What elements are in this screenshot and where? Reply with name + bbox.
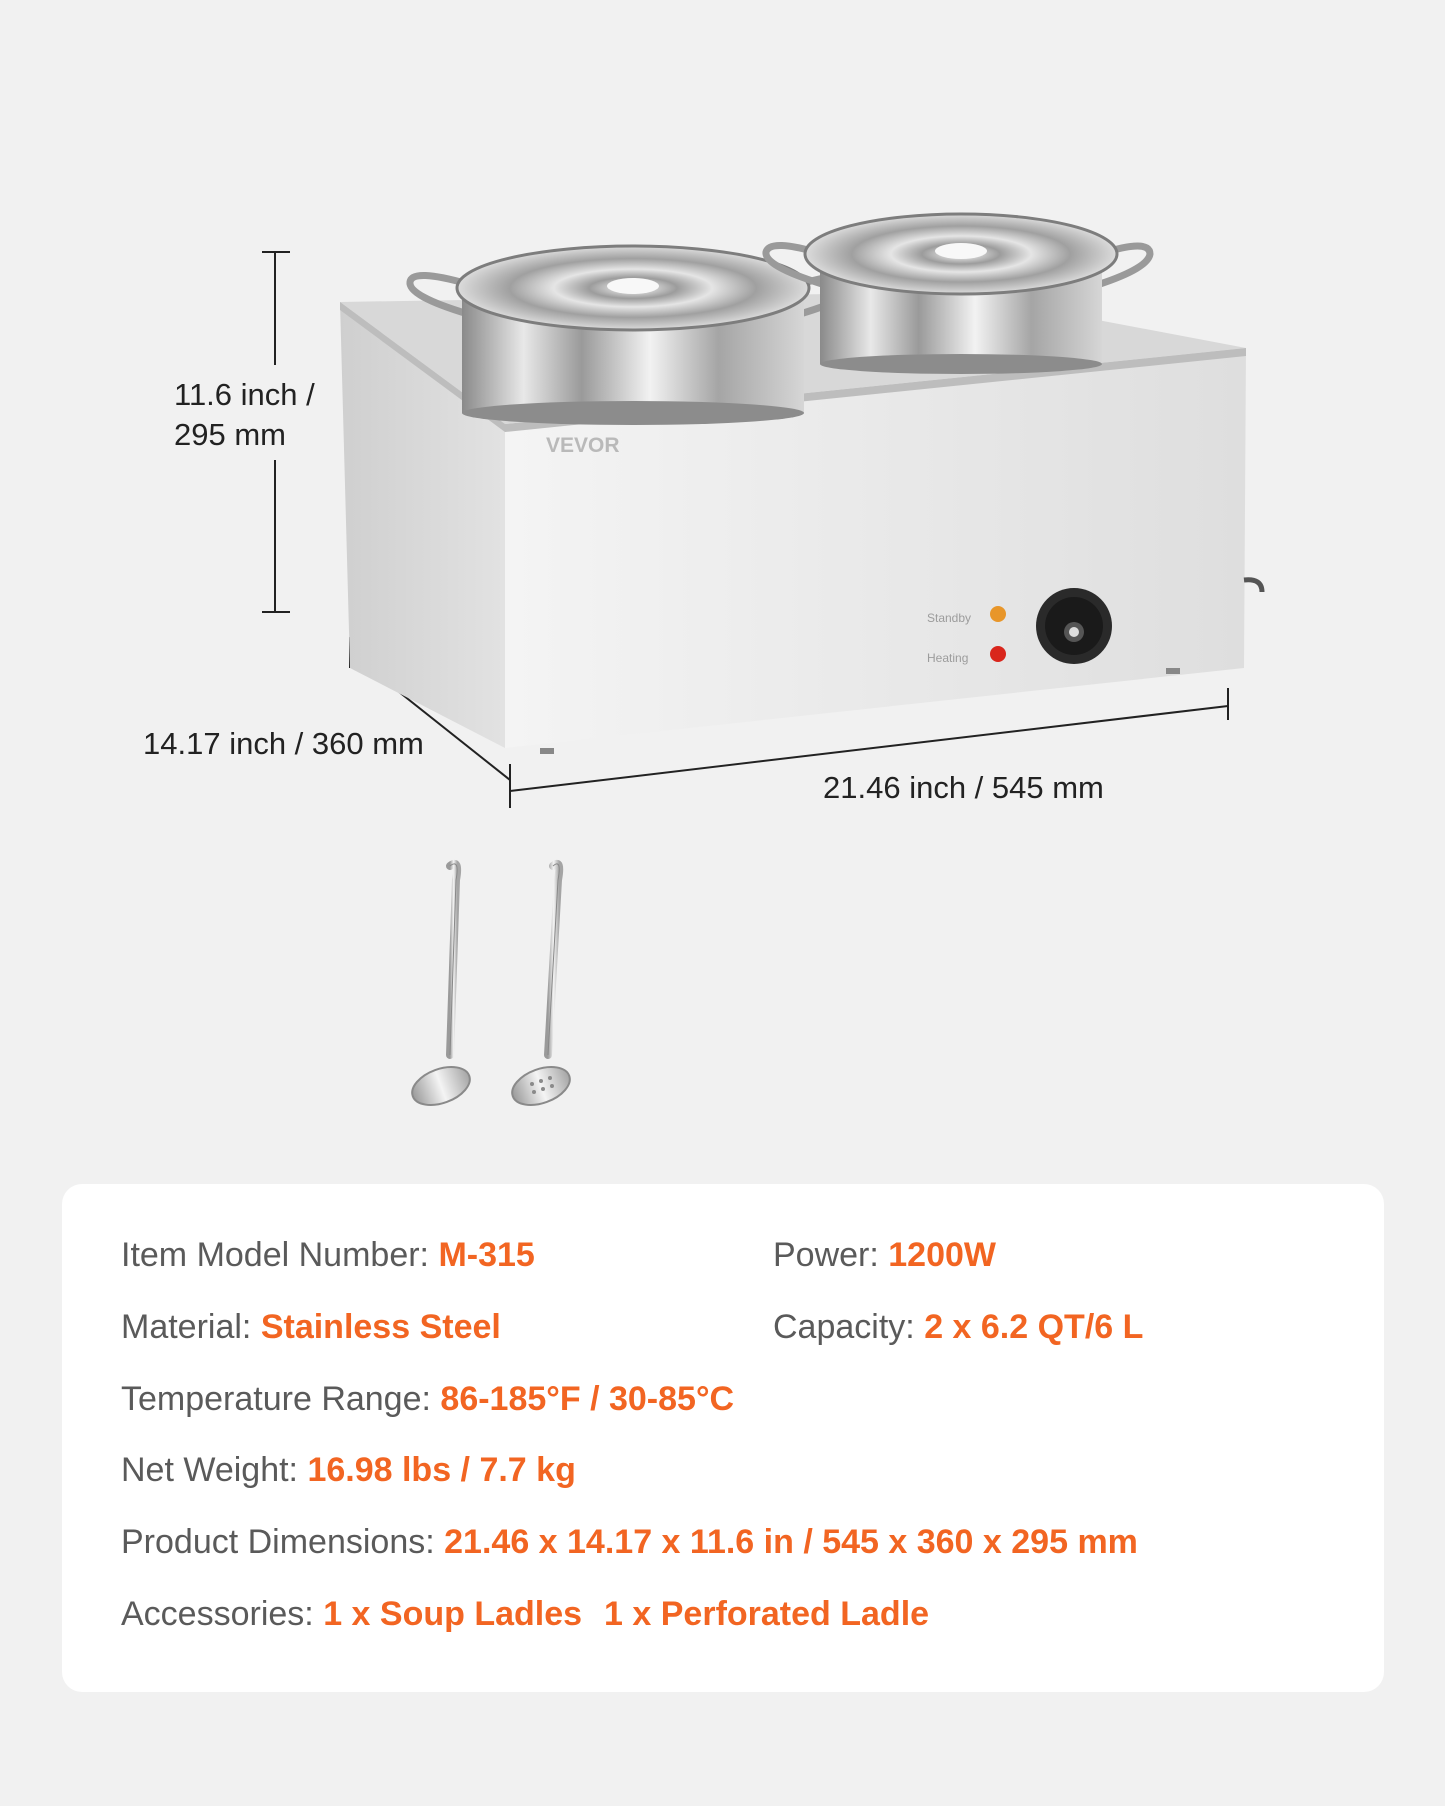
spec-model — [121, 1233, 535, 1277]
spec-accessories-label: Accessories: — [121, 1595, 324, 1633]
standby-indicator-light — [990, 606, 1006, 622]
spec-power-label: Power: — [773, 1236, 889, 1274]
spec-power — [773, 1233, 996, 1277]
temperature-knob — [1036, 588, 1112, 664]
spec-material-value: Stainless Steel — [260, 1308, 501, 1346]
spec-model-label: Item Model Number: — [121, 1236, 439, 1274]
width-dimension-label: 21.46 inch / 545 mm — [823, 770, 1104, 805]
height-inch-text: 11.6 inch / — [174, 377, 315, 412]
heating-indicator-light — [990, 646, 1006, 662]
perforated-ladle — [507, 864, 575, 1112]
brand-logo: VEVOR — [546, 434, 620, 457]
soup-ladle — [407, 864, 475, 1112]
spec-weight — [121, 1448, 576, 1492]
height-dimension-label — [174, 375, 315, 455]
spec-material — [121, 1305, 501, 1349]
spec-dimensions-value: 21.46 x 14.17 x 11.6 in / 545 x 360 x 295 mm — [444, 1523, 1138, 1561]
heating-label: Heating — [927, 651, 969, 665]
spec-capacity — [773, 1305, 1143, 1349]
spec-dimensions-label: Product Dimensions: — [121, 1523, 445, 1561]
spec-weight-label: Net Weight: — [121, 1451, 308, 1489]
spec-temperature — [121, 1377, 734, 1421]
spec-weight-value: 16.98 lbs / 7.7 kg — [307, 1451, 576, 1489]
spec-capacity-value: 2 x 6.2 QT/6 L — [924, 1308, 1144, 1346]
depth-dimension-label: 14.17 inch / 360 mm — [143, 726, 424, 761]
spec-accessories — [121, 1592, 929, 1636]
height-mm-text: 295 mm — [174, 417, 286, 452]
specifications-card — [62, 1184, 1384, 1692]
spec-power-value: 1200W — [888, 1236, 996, 1274]
spec-temperature-value: 86-185°F / 30-85°C — [440, 1380, 735, 1418]
spec-model-value: M-315 — [438, 1236, 535, 1274]
spec-capacity-label: Capacity: — [773, 1308, 925, 1346]
spec-material-label: Material: — [121, 1308, 261, 1346]
spec-dimensions — [121, 1520, 1138, 1564]
spec-accessories-value-2: 1 x Perforated Ladle — [604, 1595, 930, 1633]
spec-accessories-value-1: 1 x Soup Ladles — [323, 1595, 583, 1633]
spec-temperature-label: Temperature Range: — [121, 1380, 441, 1418]
right-pot — [766, 214, 1150, 374]
standby-label: Standby — [927, 611, 972, 625]
